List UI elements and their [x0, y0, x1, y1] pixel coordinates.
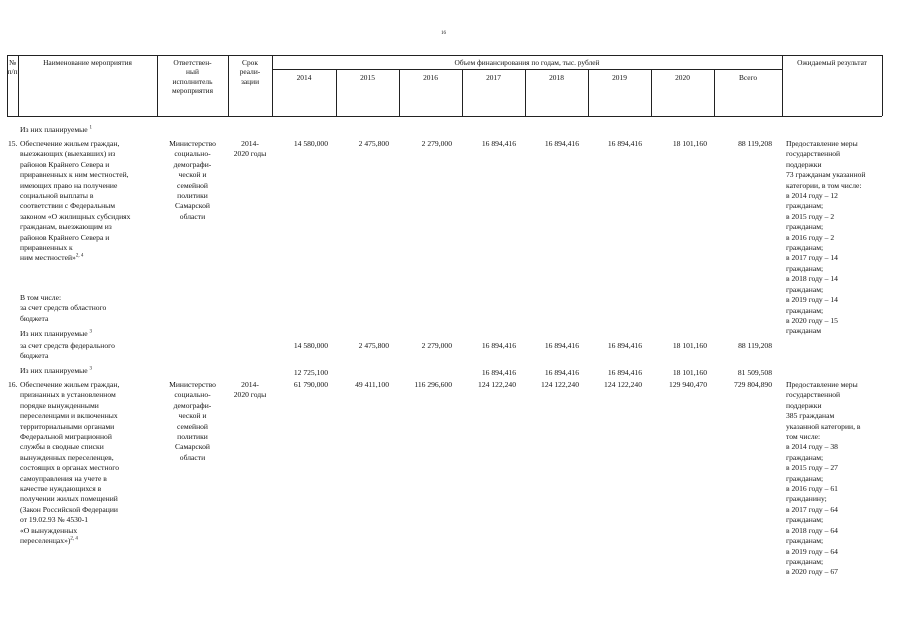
- row15-term: 2014- 2020 годы: [233, 139, 267, 159]
- row15-name: Обеспечение жильем граждан, выезжающих (выехавших) из районов Крайнего Севера и приравненных к ним местностей, имеющих право на получение социальной выплаты в соответствии с Федеральным законом «О жилищных субсидиях гражданам, выезжающим из районов Крайнего Севера и приравненных к ним местностей»$^{2, 4}$: [20, 139, 131, 263]
- row15-fed-value: 2 279,000: [421, 341, 452, 350]
- row15-plan-value: 18 101,160: [672, 368, 707, 377]
- row15-value: 16 894,416: [481, 139, 516, 148]
- col-rule: [882, 55, 883, 116]
- header-total: Всего: [738, 73, 758, 82]
- pre-row-label: Из них планируемые $^1$: [20, 125, 93, 134]
- header-year: 2017: [486, 73, 501, 82]
- header-num: № п/п: [7, 58, 18, 77]
- row15-value: 18 101,160: [672, 139, 707, 148]
- row15-fed-value: 18 101,160: [672, 341, 707, 350]
- funding-header-rule: [272, 69, 782, 70]
- header-funding: Объем финансирования по годам, тыс. рублей: [454, 58, 600, 67]
- row15-fed-value: 14 580,000: [293, 341, 328, 350]
- header-result: Ожидаемый результат: [797, 58, 867, 67]
- row16-value: 124 122,240: [604, 380, 642, 389]
- row15-plan-value: 16 894,416: [481, 368, 516, 377]
- row15-fed-value: 2 475,800: [358, 341, 389, 350]
- row15-sub-federal: за счет средств федерального бюджета: [20, 341, 115, 361]
- row16-result: Предоставление меры государственной поддержки 385 гражданам указанной категории, в том числе: в 2014 году – 38 гражданам; в 2015 году – 27 гражданам; в 2016 году – 61 гражданину; в 2017 году – 64 гражданам; в 2018 году – 64 гражданам; в 2019 году – 64 гражданам; в 2020 году – 67: [786, 380, 861, 577]
- row16-value: 124 122,240: [541, 380, 579, 389]
- row15-sub-including: В том числе: за счет средств областного бюджета: [20, 293, 107, 323]
- row15-result: Предоставление меры государственной поддержки 73 гражданам указанной категории, в том числе: в 2014 году – 12 гражданам; в 2015 году – 2 гражданам; в 2016 году – 2 гражданам; в 2017 году – 14 гражданам; в 2018 году – 14 гражданам; в 2019 году – 14 гражданам; в 2020 году – 15 гражданам: [786, 139, 866, 336]
- row15-fed-value: 16 894,416: [607, 341, 642, 350]
- row15-fed-value: 16 894,416: [481, 341, 516, 350]
- row16-num: 16.: [8, 380, 18, 389]
- row15-fed-total: 88 119,208: [738, 341, 772, 350]
- header-year: 2020: [675, 73, 690, 82]
- row15-value: 2 475,800: [358, 139, 389, 148]
- header-responsible: Ответствен- ный исполнитель мероприятия: [172, 58, 213, 96]
- row15-value: 16 894,416: [544, 139, 579, 148]
- row15-value: 14 580,000: [293, 139, 328, 148]
- header-year: 2014: [296, 73, 312, 82]
- row16-name: Обеспечение жильем граждан, признанных в установленном порядке вынужденными переселенцами и включенных территориальными органами Федеральной миграционной службы в сводные списки вынужденных переселенцев, состоящих в органах местного самоуправления на учете в качестве нуждающихся в получении жилых помещений (Закон Российской Федерации от 19.02.93 № 4530-1 «О вынужденных переселенцах»)$^{2, 4}$: [20, 380, 120, 546]
- page-number: 16: [441, 31, 446, 36]
- row15-plan-total: 81 509,508: [737, 368, 772, 377]
- header-year: 2016: [423, 73, 438, 82]
- row16-total: 729 804,890: [734, 380, 772, 389]
- header-name: Наименование мероприятия: [43, 58, 132, 67]
- row15-plan-value: 16 894,416: [607, 368, 642, 377]
- table-top-border: [7, 55, 882, 56]
- row16-term: 2014- 2020 годы: [233, 380, 267, 400]
- header-year: 2019: [612, 73, 627, 82]
- row16-responsible: Министерство социально- демографи- ческой и семейной политики Самарской области: [169, 380, 216, 462]
- header-term: Срок реали- зации: [239, 58, 261, 86]
- row16-value: 124 122,240: [478, 380, 516, 389]
- row16-value: 49 411,100: [355, 380, 389, 389]
- row15-num: 15.: [8, 139, 18, 148]
- row15-responsible: Министерство социально- демографи- ческой и семейной политики Самарской области: [169, 139, 216, 221]
- row16-value: 116 296,600: [414, 380, 452, 389]
- row16-value: 61 790,000: [293, 380, 328, 389]
- row15-sub-planned: Из них планируемые $^3$: [20, 329, 93, 338]
- row15-plan-value: 16 894,416: [544, 368, 579, 377]
- header-bottom-border: [7, 116, 882, 117]
- row16-value: 129 940,470: [669, 380, 707, 389]
- row15-value: 16 894,416: [607, 139, 642, 148]
- row15-plan2-label: Из них планируемые $^3$: [20, 366, 93, 375]
- row15-value: 2 279,000: [421, 139, 452, 148]
- row15-plan-value: 12 725,100: [293, 368, 328, 377]
- row15-fed-value: 16 894,416: [544, 341, 579, 350]
- header-year: 2015: [360, 73, 375, 82]
- header-year: 2018: [549, 73, 564, 82]
- row15-total: 88 119,208: [738, 139, 772, 148]
